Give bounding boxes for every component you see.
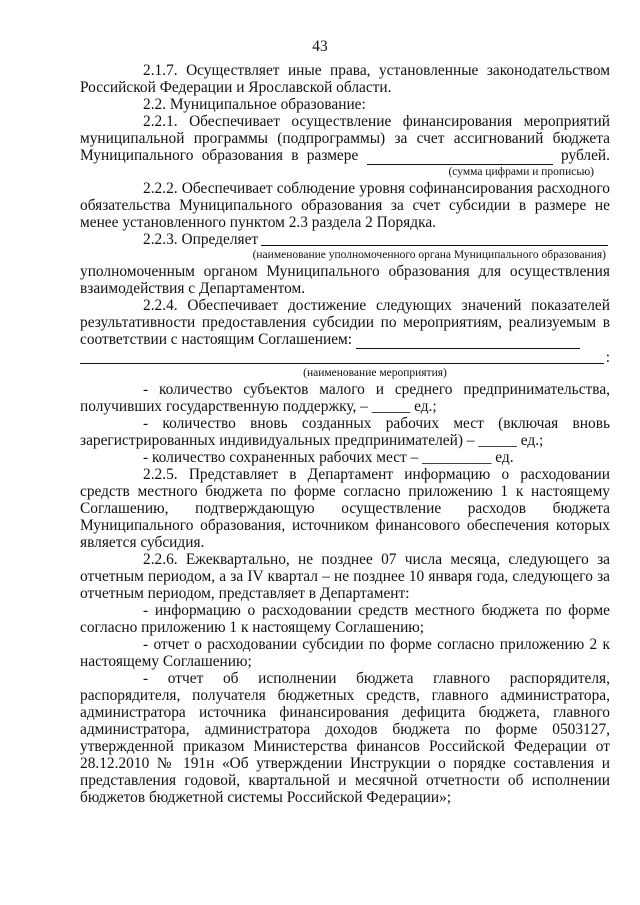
report-item-2: - отчет о расходовании субсидии по форме согласно приложению 2 к настоящему Соглашению; xyxy=(80,636,610,670)
indicator-kept-jobs-unit: ед. xyxy=(495,449,514,466)
report-item-3: - отчет об исполнении бюджета главного распорядителя, распорядителя, получателя бюджетных средств, главного администратора, администратора источника финансирования дефицита бюджета, главного администратора, администратора доходов бюджета по форме 0503127, утвержденной приказом Министерства финансов Российской Федерации от 28.12.2010 № 191н «Об утверждении Инструкции о порядке составления и представления годовой, квартальной и месячной отчетности об исполнении бюджетов бюджетной системы Российской Федерации»; xyxy=(80,670,610,806)
report-item-1: - информацию о расходовании средств местного бюджета по форме согласно приложению 1 к настоящему Соглашению; xyxy=(80,602,610,636)
clause-2-2-5: 2.2.5. Представляет в Департамент информацию о расходовании средств местного бюджета по форме согласно приложению 1 к настоящему Соглашению, подтверждающую осуществление расходов бюджета Муниципального образования, источником финансового обеспечения которых является субсидия. xyxy=(80,466,610,551)
clause-2-2-6: 2.2.6. Ежеквартально, не позднее 07 числа месяца, следующего за отчетным периодом, а за IV квартал – не позднее 10 января года, следующего за отчетным периодом, представляет в Департамент: xyxy=(80,551,610,602)
event-caption: (наименование мероприятия) xyxy=(303,367,447,379)
indicator-kept-jobs-blank: _________ xyxy=(422,449,492,466)
clause-2-2-3-line xyxy=(80,231,610,248)
indicator-new-jobs-unit: ед.; xyxy=(520,432,544,449)
clause-2-2-4-text: 2.2.4. Обеспечивает достижение следующих значений показателей результативности предоставления субсидии по мероприятиям, реализуемым в соответствии с настоящим Соглашением: xyxy=(80,297,610,348)
amount-blank xyxy=(367,147,553,165)
clause-2-2-3-text: 2.2.3. Определяет xyxy=(143,231,259,248)
indicator-kept-jobs-text: - количество сохраненных рабочих мест – xyxy=(143,449,419,466)
indicator-smb-blank: _____ xyxy=(371,398,411,415)
indicator-new-jobs-blank: _____ xyxy=(478,432,517,449)
authority-blank xyxy=(261,231,608,246)
event-blank-2 xyxy=(80,349,604,364)
authority-caption: (наименование уполномоченного органа Муниципального образования) xyxy=(252,249,606,261)
indicator-smb-unit: ед.; xyxy=(414,398,437,415)
event-line-2 xyxy=(80,349,610,366)
indicator-smb-text: - количество субъектов малого и среднего предпринимательства, получивших государственную поддержку, – xyxy=(80,381,610,415)
clause-2-2-1-text: 2.2.1. Обеспечивает осуществление финансирования мероприятий муниципальной программы (подпрограммы) за счет ассигнований бюджета Муниципального образования в размере xyxy=(80,113,610,164)
event-colon: : xyxy=(605,349,610,366)
indicator-new-jobs xyxy=(80,415,610,449)
clause-2-2-2: 2.2.2. Обеспечивает соблюдение уровня софинансирования расходного обязательства Муниципального образования за счет субсидии в размере не менее установленного пунктом 2.3 раздела 2 Порядка. xyxy=(80,180,610,231)
indicator-smb xyxy=(80,381,610,415)
indicator-kept-jobs xyxy=(80,449,610,466)
clause-2-2-4 xyxy=(80,297,610,349)
page-number: 43 xyxy=(312,38,328,55)
clause-2-1-7: 2.1.7. Осуществляет иные права, установленные законодательством Российской Федерации и Ярославской области. xyxy=(80,62,610,96)
clause-2-2-3-cont: уполномоченным органом Муниципального образования для осуществления взаимодействия с Департаментом. xyxy=(80,263,610,297)
clause-2-2-1 xyxy=(80,113,610,165)
amount-caption: (сумма цифрами и прописью) xyxy=(448,166,594,178)
clause-2-2-1-end: рублей. xyxy=(560,147,610,164)
indicator-new-jobs-text: - количество вновь созданных рабочих мест (включая вновь зарегистрированных индивидуальных предпринимателей) – xyxy=(80,415,610,449)
document-body xyxy=(80,62,610,806)
event-blank-1 xyxy=(356,331,580,349)
clause-2-2: 2.2. Муниципальное образование: xyxy=(143,96,366,113)
